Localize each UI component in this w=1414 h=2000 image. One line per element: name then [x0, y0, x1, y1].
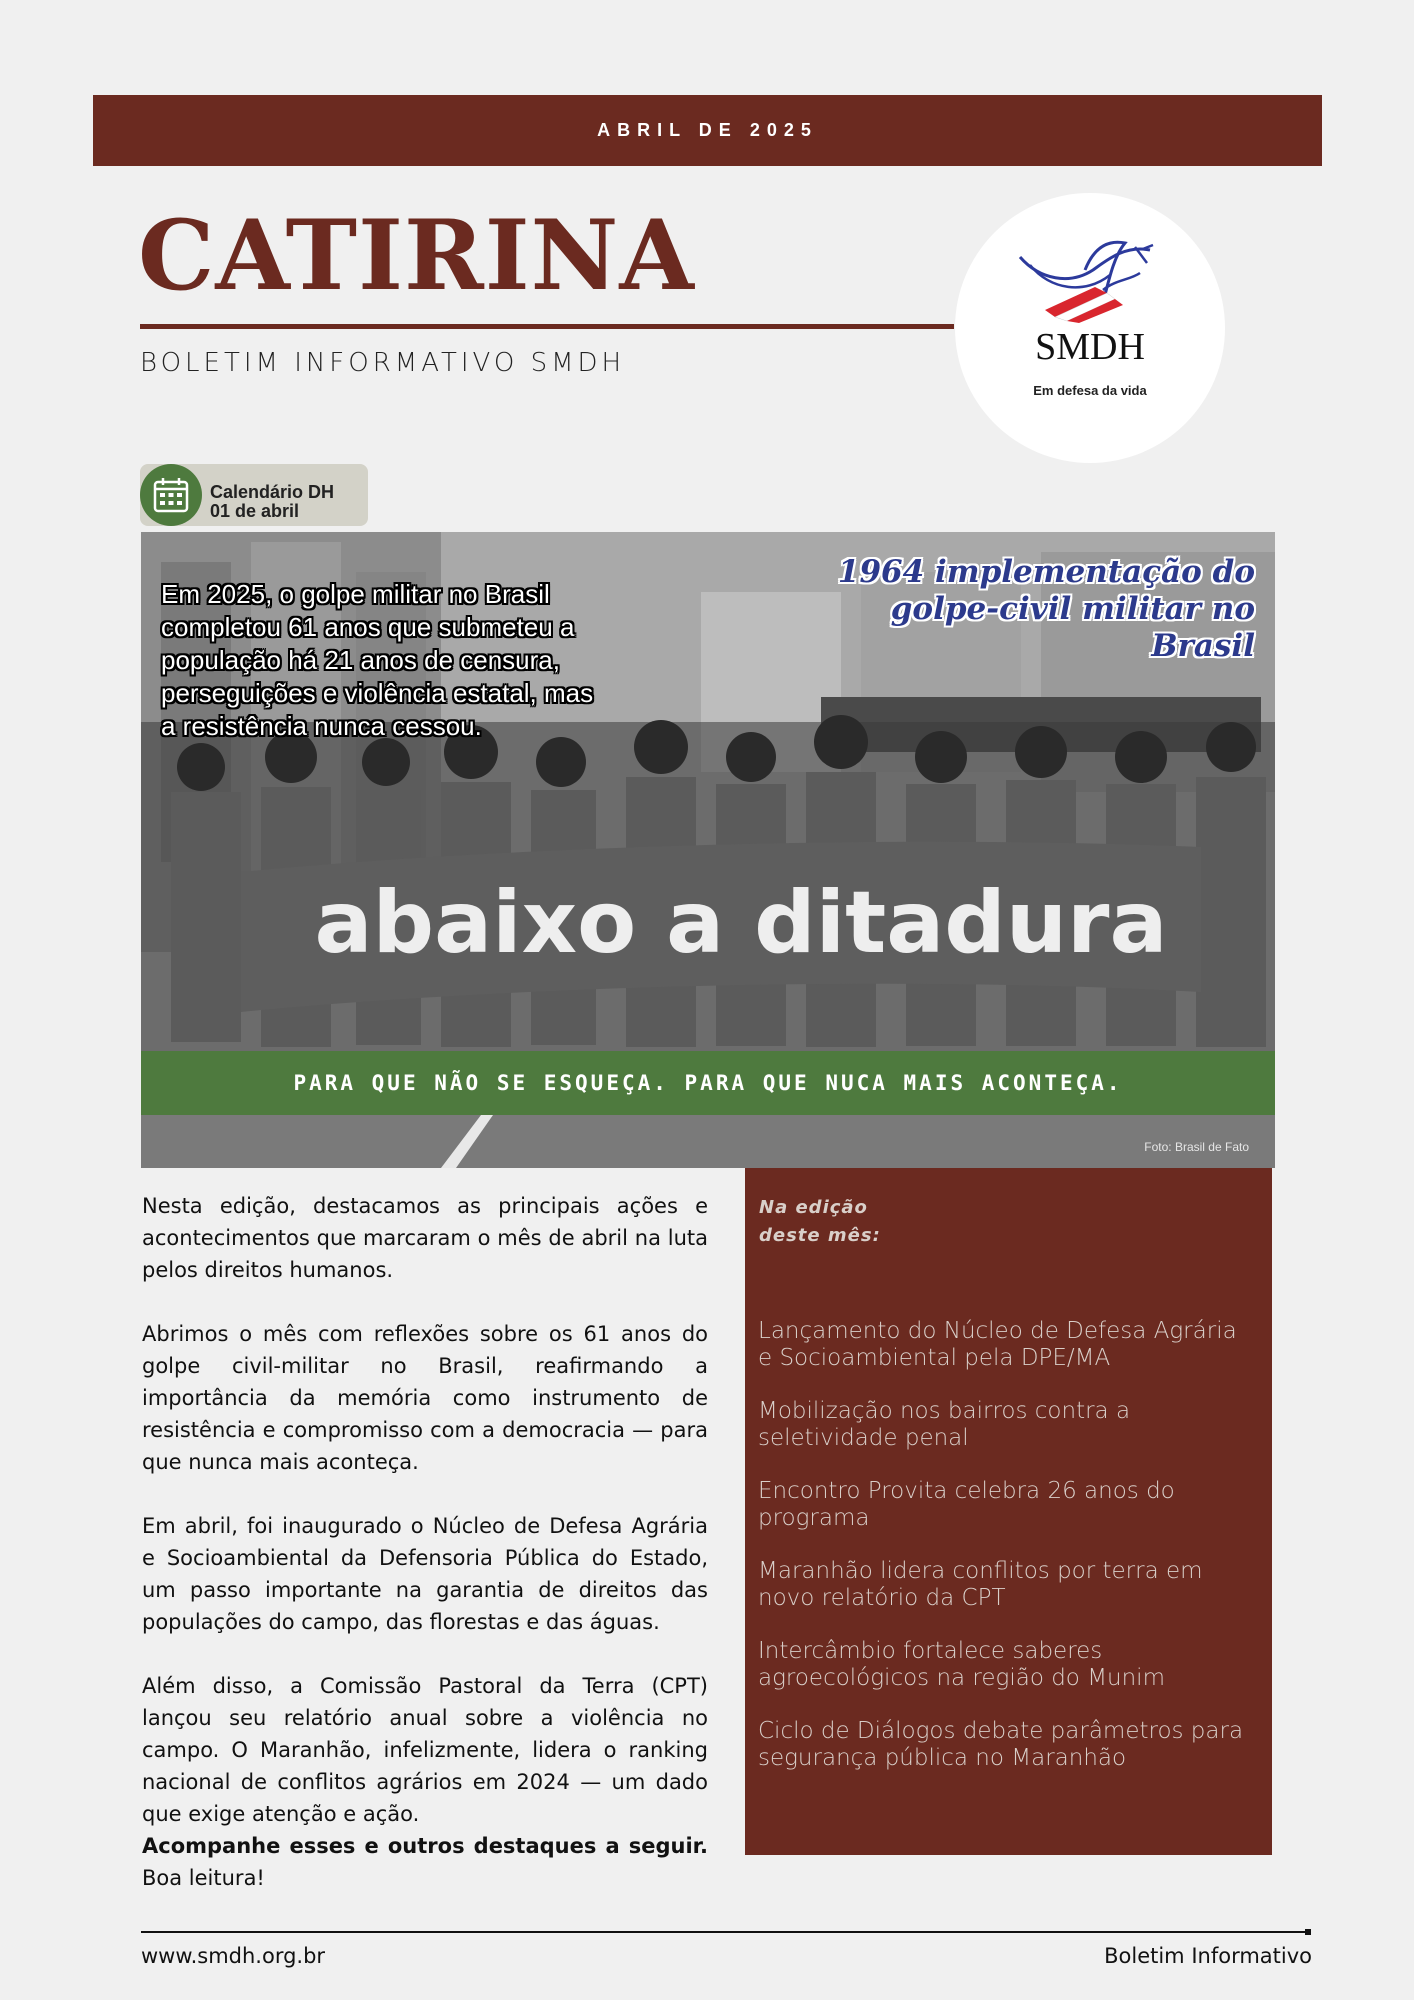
calendar-label [210, 483, 334, 521]
edition-heading-line: deste mês: [759, 1225, 881, 1246]
intro-closing-regular: Boa leitura! [142, 1866, 265, 1890]
newsletter-title: CATIRINA [138, 199, 695, 312]
smdh-logo [955, 193, 1225, 463]
slogan-bar [141, 1051, 1275, 1115]
calendar-date: 01 de abril [210, 501, 300, 521]
intro-text [142, 1190, 708, 1894]
footer-label: Boletim Informativo [1104, 1944, 1312, 1968]
edition-heading-line: Na edição [759, 1197, 868, 1218]
edition-item: Lançamento do Núcleo de Defesa Agrária e Socioambiental pela DPE/MA [758, 1318, 1237, 1371]
edition-item: Mobilização nos bairros contra a seletividade penal [758, 1398, 1131, 1451]
footer-divider-end [1305, 1929, 1311, 1935]
intro-paragraph: Em abril, foi inaugurado o Núcleo de Defesa Agrária e Socioambiental da Defensoria Pública do Estado, um passo importante na garantia de direitos das populações do campo, das florestas e das águas. [142, 1514, 708, 1634]
calendar-badge [140, 464, 368, 526]
calendar-title: Calendário DH [210, 482, 335, 502]
footer-divider [141, 1931, 1308, 1933]
issue-date-banner [93, 95, 1322, 166]
protest-photo [141, 532, 1275, 1168]
logo-tagline: Em defesa da vida [1033, 383, 1147, 398]
issue-date: ABRIL DE 2025 [597, 120, 818, 140]
slogan-text: PARA QUE NÃO SE ESQUEÇA. PARA QUE NUCA MAIS ACONTEÇA. [293, 1071, 1123, 1095]
intro-paragraph: Nesta edição, destacamos as principais ações e acontecimentos que marcaram o mês de abril na luta pelos direitos humanos. [142, 1194, 708, 1282]
edition-contents-box [745, 1168, 1272, 1855]
title-divider [140, 324, 954, 329]
calendar-icon [140, 464, 202, 526]
newsletter-subtitle: BOLETIM INFORMATIVO SMDH [140, 348, 626, 378]
edition-item: Maranhão lidera conflitos por terra em novo relatório da CPT [758, 1558, 1203, 1611]
hero-overlay-text: Em 2025, o golpe militar no Brasil completou 61 anos que submeteu a população há 21 anos de censura, perseguições e violência estatal, mas a resistência nunca cessou. [161, 579, 594, 741]
intro-paragraph: Abrimos o mês com reflexões sobre os 61 anos do golpe civil-militar no Brasil, reafirmando a importância da memória como instrumento de resistência e compromisso com a democracia — para que nunca mais aconteça. [142, 1322, 708, 1474]
edition-contents-list [758, 1318, 1258, 1798]
edition-item: Intercâmbio fortalece saberes agroecológicos na região do Munim [758, 1638, 1165, 1691]
logo-name: SMDH [1035, 326, 1145, 368]
edition-contents-heading [759, 1194, 881, 1250]
edition-item: Encontro Provita celebra 26 anos do programa [758, 1478, 1175, 1531]
photo-credit: Foto: Brasil de Fato [1144, 1140, 1249, 1154]
hero-year-heading: 1964 implementação do golpe-civil militar no Brasil [837, 554, 1255, 664]
protest-banner-text: abaixo a ditadura [314, 873, 1168, 973]
footer-url[interactable]: www.smdh.org.br [141, 1944, 326, 1968]
intro-closing [142, 1830, 708, 1894]
intro-paragraph: Além disso, a Comissão Pastoral da Terra (CPT) lançou seu relatório anual sobre a violência no campo. O Maranhão, infelizmente, lidera o ranking nacional de conflitos agrários em 2024 — um dado que exige atenção e ação. [142, 1674, 708, 1826]
dove-emblem-icon [1015, 235, 1165, 325]
intro-closing-bold: Acompanhe esses e outros destaques a seguir. [142, 1834, 708, 1858]
edition-item: Ciclo de Diálogos debate parâmetros para segurança pública no Maranhão [758, 1718, 1244, 1771]
